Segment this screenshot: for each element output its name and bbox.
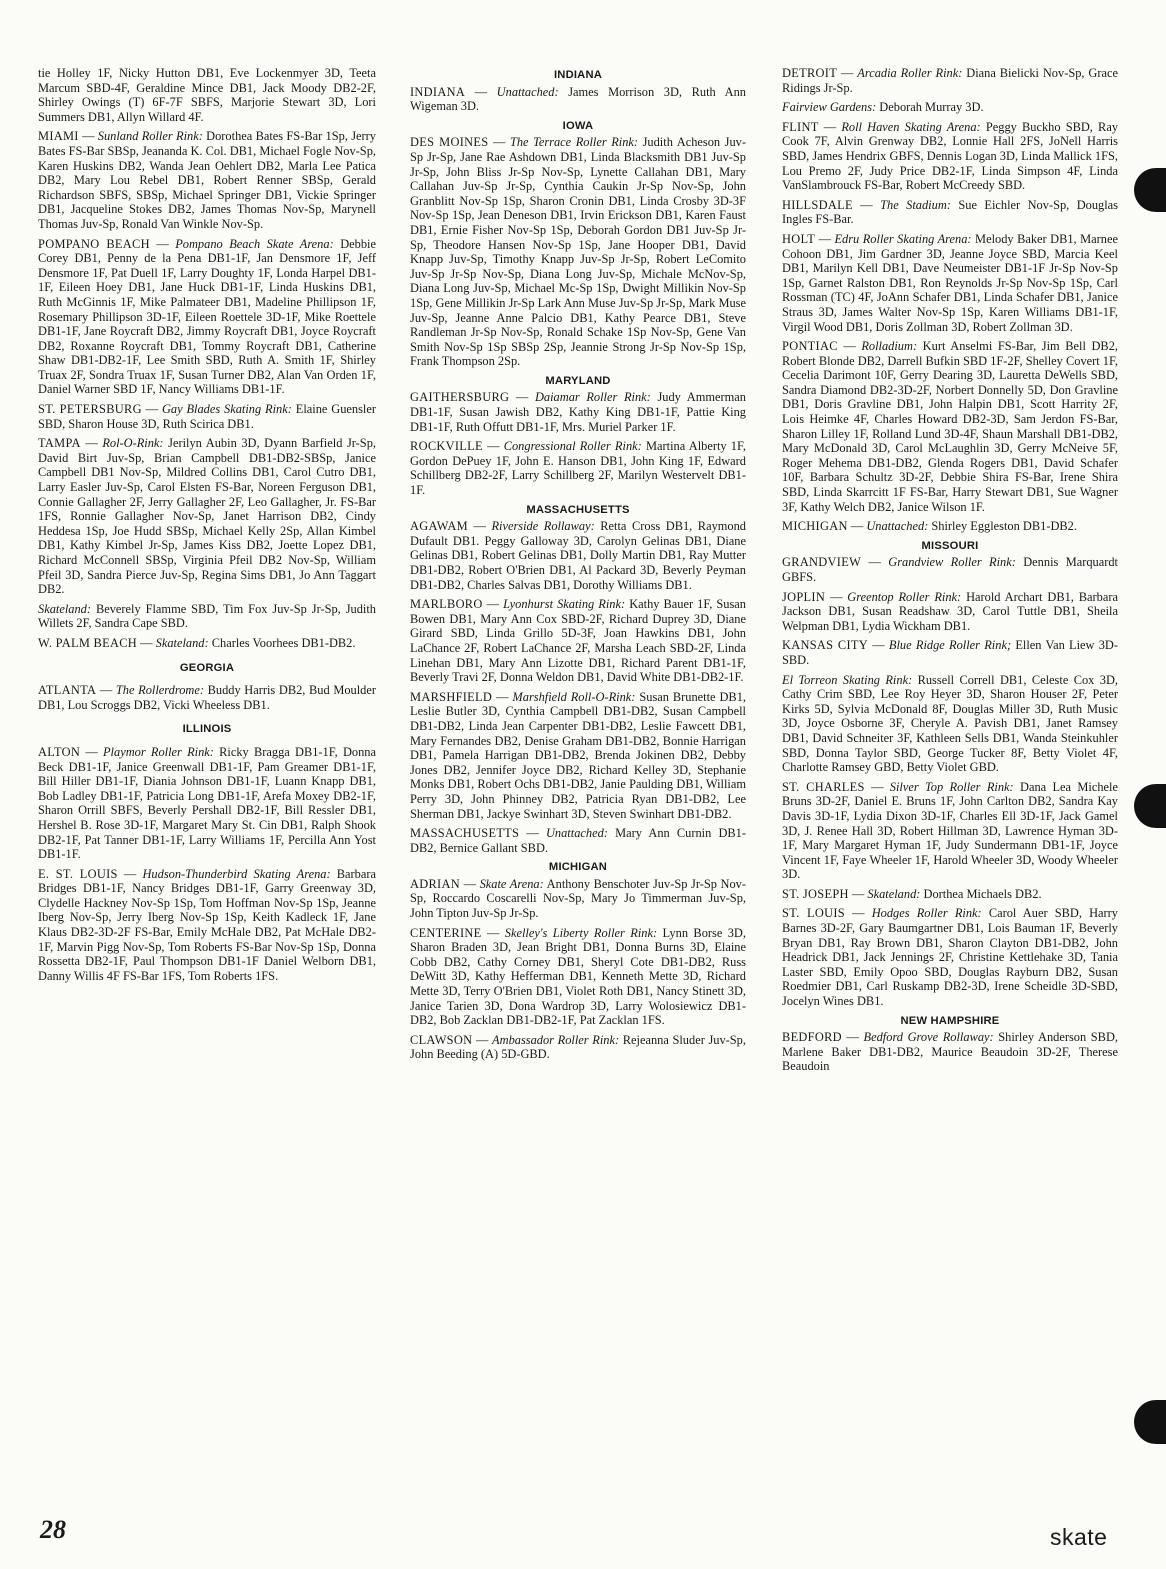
- column-right: [782, 66, 1118, 1486]
- skater-list: Lynn Borse 3D, Sharon Braden 3D, Jean Bright DB1, Donna Burns 3D, Elaine Cobb DB2, Cathy Corney DB1, Sheryl Cote DB1-DB2, Russ DeWitt 3D, Kathy Hefferman DB1, Kenneth Mette 3D, Richard Mette 3D, Terry O'Brien DB1, Violet Roth DB1, Nancy Stinett 3D, Janice Tarien 3D, Dona Wardrop 3D, Larry Wolosiewicz DB1-DB2, Bob Zacklan DB1-DB2-1F, Pat Zacklan 1FS.: [410, 925, 746, 1028]
- skater-list: Buddy Harris DB2, Bud Moulder DB1, Lou Scroggs DB2, Vicki Wheeless DB1.: [38, 683, 376, 712]
- city-name: INDIANA: [410, 84, 466, 99]
- club-entry: [410, 826, 746, 855]
- state-heading: MARYLAND: [545, 374, 611, 387]
- rink-name: Gay Blades Skating Rink:: [161, 402, 292, 417]
- separator: —: [841, 1030, 864, 1045]
- rink-name: Playmor Roller Rink:: [102, 744, 214, 759]
- separator: —: [482, 439, 504, 454]
- club-entry: [410, 1033, 746, 1062]
- separator: —: [481, 925, 505, 940]
- club-entry: [38, 66, 376, 124]
- separator: —: [844, 906, 872, 921]
- rink-name: Blue Ridge Roller Rink;: [888, 638, 1012, 653]
- separator: —: [465, 84, 497, 99]
- separator: —: [847, 519, 867, 534]
- rink-name: El Torreon Skating Rink:: [782, 672, 913, 687]
- city-name: ST. CHARLES: [782, 779, 865, 794]
- rink-name: Unattached:: [866, 519, 929, 534]
- club-entry: [38, 602, 376, 631]
- club-entry: [410, 926, 746, 1028]
- city-name: JOPLIN: [782, 589, 826, 604]
- rink-name: Lyonhurst Skating Rink:: [503, 597, 626, 612]
- club-entry: [782, 590, 1118, 634]
- city-name: AGAWAM: [410, 519, 468, 534]
- club-entry: [782, 555, 1118, 584]
- skater-list: Mary Ann Curnin DB1-DB2, Bernice Gallant SBD.: [410, 826, 746, 855]
- rink-name: Edru Roller Skating Arena:: [834, 231, 972, 246]
- city-name: HILLSDALE: [782, 197, 853, 212]
- rink-name: Rolladium:: [861, 339, 918, 354]
- separator: —: [467, 519, 492, 534]
- city-name: CLAWSON: [410, 1032, 473, 1047]
- city-name: PONTIAC: [782, 339, 838, 354]
- skater-list: Martina Alberty 1F, Gordon DePuey 1F, John E. Hanson DB1, John King 1F, Edward Schillberg DB2-2F, Larry Schillberg 2F, Marilyn Westervelt DB1-1F.: [410, 439, 746, 498]
- skater-list: Barbara Bridges DB1-1F, Nancy Bridges DB1-1F, Garry Greenway 3D, Clydelle Hackney Nov-Sp 1Sp, Tom Hoffman Nov-Sp 1Sp, Jeanne Iberg Nov-Sp, Jerry Iberg Nov-Sp 1Sp, Keith Kadleck 1F, Jane Klaus DB2-3D-2F FS-Bar, Emily McHale DB2, Pat McHale DB2-1F, Marvin Pigg Nov-Sp, Tom Roberts FS-Bar Nov-Sp 1Sp, Donna Rossetta DB2-1F, Paul Thompson DB1-1F Daniel Welborn DB1, Danny Willis 4F FS-Bar 1FS, Tom Roberts 1FS.: [38, 866, 376, 983]
- skater-list: Russell Correll DB1, Celeste Cox 3D, Cathy Crim SBD, Lee Roy Heyer 3D, Sharon Houser 2F, Peter Kirks 5D, Sylvia McDonald 8F, Douglas Miller 3D, Ruth Music 3D, Joyce Osborne 3F, Cheryle A. Pavish DB1, Janet Ramsey DB1, David Schneiter 3F, Kathleen Sells DB1, Wanda Steinkuhler SBD, Donna Taylor SBD, George Tucker 8F, Betty Violet 4F, Charlotte Ramsey GBD, Betty Violet GBD.: [782, 672, 1118, 775]
- club-entry: [38, 745, 376, 862]
- magazine-name: skate: [1050, 1524, 1108, 1550]
- city-name: BEDFORD: [782, 1030, 842, 1045]
- city-name: HOLT: [782, 231, 816, 246]
- rink-name: Skate Arena:: [479, 876, 544, 891]
- city-name: FLINT: [782, 119, 819, 134]
- rink-name: Unattached:: [496, 84, 559, 99]
- skater-list: Harold Archart DB1, Barbara Jackson DB1, Susan Readshaw 3D, Carol Tuttle DB1, Sheila Welpman DB1, Lydia Wickham DB1.: [782, 589, 1118, 633]
- club-entry: [410, 597, 746, 685]
- separator: —: [837, 66, 858, 80]
- city-name: MIAMI: [38, 129, 79, 144]
- column-left: [38, 66, 376, 1496]
- club-entry: [782, 339, 1118, 514]
- skater-list: Susan Brunette DB1, Leslie Butler 3D, Cynthia Campbell DB1-DB2, Susan Campbell DB1-DB2, Linda Jean Carpenter DB1-DB2, Leslie Fawcett DB1, Mary Fernandes DB2, Denise Graham DB1-DB2, Bonnie Harrigan DB1, Pamela Harrigan DB1-DB2, Brenda Jokinen DB2, Debby Jones DB2, Jennifer Joyce DB2, Richard Kelley 3D, Stephanie Monks DB1, Robert Ochs DB1-DB2, Janie Paulding DB1, William Perry 3D, John Phinney DB2, Patricia Ryan DB1-DB2, Lee Sherman DB1, Jackye Swinhart 3D, Steven Swinhart DB1-DB2.: [410, 689, 746, 821]
- club-entry: [782, 780, 1118, 882]
- separator: —: [472, 1032, 493, 1047]
- city-name: ROCKVILLE: [410, 439, 483, 454]
- rink-name: Pompano Beach Skate Arena:: [175, 236, 334, 251]
- rink-name: Greentop Roller Rink:: [847, 589, 962, 604]
- club-entry: [38, 636, 376, 651]
- club-entry: [782, 232, 1118, 334]
- skater-list: Kathy Bauer 1F, Susan Bowen DB1, Mary Ann Cox SBD-2F, Richard Duprey 3D, Diane Girard SBD, Linda Grillo 5D-3F, Joan Hawkins DB1, John LaChance 2F, Robert LaChance 2F, Marsha Leach SBD-2F, Linda Linehan DB1, Mary Ann Lizotte DB1, Richard Parent DB1-1F, Beverly Travi 2F, Donna Weldon DB1, David White DB1-DB2-1F.: [410, 597, 746, 685]
- separator: —: [864, 779, 890, 794]
- separator: —: [80, 436, 103, 451]
- city-name: ST. PETERSBURG: [38, 402, 142, 417]
- skater-list: Dorothea Bates FS-Bar 1Sp, Jerry Bates FS-Bar SBSp, Jeananda K. Col. DB1, Michael Fogle Nov-Sp, Karen Huskins DB2, Wanda Jean Oehlert DB2, Marla Lee Patica DB2, Mary Lou Rebel DB1, Robert Renner SBSp, Gerald Richardson SBFS, SBSp, Michael Springer DB1, Vickie Springer DB1, Jacqueline Stokes DB2, James Thomas Nov-Sp, Marynell Thomas Juv-Sp, Ronald Van Winkle Nov-Sp.: [38, 129, 376, 231]
- rink-name: Marshfield Roll-O-Rink:: [512, 689, 636, 704]
- separator: —: [868, 638, 889, 653]
- separator: —: [78, 129, 98, 144]
- page-number: 28: [40, 1515, 66, 1544]
- skater-list: Peggy Buckho SBD, Ray Cook 7F, Alvin Grenway DB2, Lonnie Hall 2FS, JoNell Harris SBD, James Hendrix GBFS, Dennis Logan 3D, Linda Mallick 1FS, Lou Premo 2F, Judy Price DB2-1F, Linda Simpson 4F, Linda VanSlambrouck FS-Bar, Robert McCreedy SBD.: [782, 119, 1118, 193]
- city-name: ST. LOUIS: [782, 906, 845, 921]
- rink-name: Silver Top Roller Rink:: [889, 779, 1014, 794]
- club-entry: [782, 198, 1118, 227]
- club-entry: [782, 638, 1118, 667]
- rink-name: Riverside Rollaway:: [491, 519, 595, 534]
- separator: —: [149, 236, 176, 251]
- city-name: DETROIT: [782, 66, 838, 80]
- city-name: GRANDVIEW: [782, 555, 862, 570]
- rink-name: Bedford Grove Rollaway:: [863, 1030, 994, 1045]
- column-middle: [410, 66, 746, 1486]
- club-entry: [410, 439, 746, 497]
- separator: —: [488, 135, 510, 150]
- skater-list: James Morrison 3D, Ruth Ann Wigeman 3D.: [410, 84, 746, 114]
- club-entry: [782, 673, 1118, 775]
- separator: —: [482, 597, 504, 612]
- skater-list: Deborah Murray 3D.: [879, 100, 984, 115]
- skater-list: Kurt Anselmi FS-Bar, Jim Bell DB2, Robert Blonde DB2, Darrell Bufkin SBD 1F-2F, Shelley Covert 1F, Cecelia Darimont 10F, Gerry Dearing 3D, Lauretta DeWells SBD, Sandra Diamond DB2-3D-2F, Norbert Donnelly 5D, Don Gravline DB1, Doris Gravline DB1, John Halpin DB1, Scott Harrity 2F, Lois Heimke 4F, Charles Howard DB2-3D, Sam Jerdon FS-Bar, Sharon Lilley 1F, Rolland Lund 3D-4F, Shaun Marshall DB1-DB2, Mary McDonald 3D, Carol McLaughlin 3D, Gerry McNeive 5F, Roger Mehema DB1-DB2, Glenda Rogers DB1, David Schafer 10F, Barbara Schultz 3D-2F, Debbie Shira FS-Bar, Irene Shira SBD, Linda Skarrcitt 1F FS-Bar, Harry Stewart DB1, Sue Wagner 3F, Kathy Welch DB2, Janice Wilson 1F.: [782, 339, 1118, 514]
- separator: —: [815, 231, 835, 246]
- rink-name: Skateland:: [155, 635, 209, 650]
- separator: —: [825, 589, 848, 604]
- club-entry: [410, 690, 746, 821]
- state-heading: NEW HAMPSHIRE: [900, 1014, 1000, 1027]
- separator: —: [837, 339, 862, 354]
- separator: —: [492, 689, 513, 704]
- city-name: ALTON: [38, 744, 81, 759]
- skater-list: Dorthea Michaels DB2.: [923, 886, 1042, 901]
- state-heading: MASSACHUSETTS: [526, 503, 630, 516]
- separator: —: [818, 119, 842, 134]
- rink-name: Skateland:: [867, 886, 921, 901]
- club-entry: [782, 120, 1118, 193]
- club-entry: [410, 85, 746, 114]
- club-entry: [782, 519, 1118, 534]
- skater-list: Charles Voorhees DB1-DB2.: [211, 635, 356, 650]
- rink-name: Hudson-Thunderbird Skating Arena:: [142, 866, 331, 881]
- rink-name: Daiamar Roller Rink:: [534, 390, 651, 405]
- rink-name: Hodges Roller Rink:: [871, 906, 982, 921]
- state-heading: MISSOURI: [921, 539, 979, 552]
- separator: —: [519, 826, 546, 841]
- city-name: W. PALM BEACH: [38, 635, 138, 650]
- club-entry: [782, 906, 1118, 1008]
- club-entry: [38, 683, 376, 712]
- separator: —: [117, 866, 143, 881]
- city-name: POMPANO BEACH: [38, 236, 150, 251]
- club-entry: [782, 1030, 1118, 1074]
- skater-list: Retta Cross DB1, Raymond Dufault DB1. Peggy Galloway 3D, Carolyn Gelinas DB1, Diane Gelinas DB1, Robert Gelinas DB1, Dolly Martin DB1, Ray Mutter DB1-DB2, Robert O'Brien DB1, Al Packard 3D, Beverly Peyman DB1-DB2, Charles Salvas DB1, Dorothy Williams DB1.: [410, 519, 746, 592]
- separator: —: [141, 402, 162, 417]
- club-entry: [782, 100, 1118, 115]
- city-name: ATLANTA: [38, 683, 97, 698]
- state-heading: GEORGIA: [179, 661, 235, 674]
- city-name: CENTERINE: [410, 925, 482, 940]
- rink-name: Arcadia Roller Rink:: [857, 66, 963, 80]
- separator: —: [848, 886, 868, 901]
- club-entry: [38, 436, 376, 597]
- rink-name: Grandview Roller Rink:: [888, 555, 1016, 570]
- skater-list: Jerilyn Aubin 3D, Dyann Barfield Jr-Sp, David Birt Juv-Sp, Brian Campbell DB1-DB2-SBSp, Janice Campbell DB1 Nov-Sp, Mildred Collins DB1, Carol Cutro DB1, Larry Easler Juv-Sp, Carol Elsten FS-Bar, Noreen Ferguson DB1, Connie Gallagher 2F, Jerry Gallagher 2F, Leo Gallagher, Jr. FS-Bar 1FS, Ronnie Gallagher Nov-Sp, Janet Harrison DB2, Cindy Heddesa 1Sp, Joe Hudd SBSp, Michael Kelly 2Sp, Allan Kimbel DB1, Kathy Kimbel Jr-Sp, James Kiss DB2, Joette Lopez DB1, Richard McConnell SBSp, Virginia Pfeil DB2 Nov-Sp, William Pfeil 3D, Sandra Pierce Juv-Sp, Regina Sims DB1, Jo Ann Taggart DB2.: [38, 436, 376, 597]
- skater-list: Ellen Van Liew 3D-SBD.: [782, 638, 1118, 667]
- city-name: MASSACHUSETTS: [410, 826, 520, 841]
- separator: —: [96, 683, 116, 698]
- skater-list: Shirley Eggleston DB1-DB2.: [931, 519, 1077, 534]
- rink-name: Roll Haven Skating Arena:: [841, 119, 981, 134]
- separator: —: [137, 635, 156, 650]
- skater-list: tie Holley 1F, Nicky Hutton DB1, Eve Lockenmyer 3D, Teeta Marcum SBD-4F, Geraldine Mince DB1, Jack Moody DB2-2F, Shirley Owings (T) 6F-7F SBFS, Marjorie Stewart 3D, Lori Summers DB1, Allyn Willard 4F.: [38, 66, 376, 124]
- state-heading: IOWA: [562, 119, 594, 132]
- rink-name: Skateland:: [38, 601, 91, 616]
- rink-name: Sunland Roller Rink:: [97, 129, 203, 144]
- rink-name: The Terrace Roller Rink:: [509, 135, 639, 150]
- skater-list: Rejeanna Sluder Juv-Sp, John Beeding (A) 5D-GBD.: [410, 1032, 746, 1062]
- club-entry: [410, 135, 746, 369]
- club-entry: [38, 129, 376, 231]
- skater-list: Melody Baker DB1, Marnee Cohoon DB1, Jim Gardner 3D, Jeanne Joyce SBD, Marcia Keel DB1, Marilyn Kell DB1, Dave Neumeister DB1-1F Jr-Sp Nov-Sp 1Sp, Garnet Ralston DB1, Ron Reynolds Jr-Sp Nov-Sp 1Sp, Carl Rossman (TC) 4F, JoAnn Schafer DB1, Linda Schafer DB1, Janice Straus 3D, James Walter Nov-Sp 1Sp, Karen Williams DB1-1F, Virgil Wood DB1, Doris Zollman 3D, Robert Zollman 3D.: [782, 231, 1118, 334]
- separator: —: [509, 390, 535, 405]
- rink-name: The Rollerdrome:: [115, 683, 204, 698]
- skater-list: Anthony Benschoter Juv-Sp Jr-Sp Nov-Sp, Roccardo Coscarelli Nov-Sp, Mary Jo Timmerman Juv-Sp, John Tipton Juv-Sp Jr-Sp.: [410, 876, 746, 921]
- club-entry: [38, 867, 376, 984]
- rink-name: Skelley's Liberty Roller Rink:: [504, 925, 658, 940]
- rink-name: Ambassador Roller Rink:: [492, 1032, 620, 1047]
- city-name: GAITHERSBURG: [410, 390, 510, 405]
- city-name: ST. JOSEPH: [782, 886, 849, 901]
- club-entry: [38, 237, 376, 398]
- separator: —: [852, 197, 881, 212]
- state-heading: MICHIGAN: [548, 861, 608, 874]
- skater-list: Ricky Bragga DB1-1F, Donna Beck DB1-1F, Janice Greenwall DB1-1F, Pam Greamer DB1-1F, Bill Hiller DB1-1F, Diania Johnson DB1-1F, Luann Knapp DB1, Bob Ladley DB1-1F, Patricia Long DB1-1F, Arefa Moxey DB2-1F, Sharon Orrill SBFS, Beverly Pershall DB2-1F, Bill Ressler DB1, Hershel B. Rose 3D-1F, Margaret Mary St. Cin DB1, Ralph Shook DB2-1F, Pat Tanner DB1-1F, Larry Williams 1F, Percilla Ann Yost DB1-1F.: [38, 744, 376, 862]
- skater-list: Elaine Guensler SBD, Sharon House 3D, Ruth Scirica DB1.: [38, 402, 376, 431]
- rink-name: Rol-O-Rink:: [102, 436, 164, 451]
- skater-list: Diana Bielicki Nov-Sp, Grace Ridings Jr-Sp.: [782, 66, 1118, 95]
- state-heading: INDIANA: [553, 69, 602, 81]
- city-name: ADRIAN: [410, 876, 460, 891]
- club-entry: [410, 519, 746, 592]
- rink-name: Unattached:: [545, 826, 608, 841]
- skater-list: Dana Lea Michele Bruns 3D-2F, Daniel E. Bruns 1F, John Carlton DB2, Sandra Kay Davis 3D-1F, Lydia Dixon 3D-1F, Charles Ell 3D-1F, Jack Gamel 3D, J. Renee Hall 3D, Robert Hillman 3D, Lawrence Hyman 3D-1F, Mary Margaret Hyman 1F, Judy Sundermann DB1-1F, Joyce Vincent 1F, Faye Wheeler 1F, Harold Wheeler 3D, Woody Wheeler 3D.: [782, 779, 1118, 882]
- skater-list: Debbie Corey DB1, Penny de la Pena DB1-1F, Jan Densmore 1F, Jeff Densmore 1F, Pat Duell 1F, Larry Doughty 1F, Londa Harpel DB1-1F, Eileen Hoey DB1, Jane Huck DB1-1F, Linda Huskins DB1, Ruth McGinnis 1F, Mike Palmateer DB1, Madeline Phillipson 1F, Rosemary Phillipson 3D-1F, Eileen Roettele 3D-1F, Mike Roettele DB1-1F, Jane Roycraft DB2, Jimmy Roycraft DB1, Joyce Roycraft DB2, Roxanne Roycraft DB1, Tommy Roycraft DB1, Catherine Shaw DB1-DB2-1F, Lee Smith SBD, Ruth A. Smith 1F, Shirley Truax 2F, Sondra Truax 1F, Susan Turner DB2, Alan Van Orden 1F, Daniel Warner SBD 1F, Nancy Williams DB1-1F.: [38, 236, 376, 397]
- separator: —: [861, 555, 889, 570]
- thumb-index-tab: [1134, 1400, 1166, 1444]
- skater-list: Beverely Flamme SBD, Tim Fox Juv-Sp Jr-Sp, Judith Willets 2F, Sandra Cape SBD.: [38, 601, 376, 631]
- skater-list: Dennis Marquardt GBFS.: [782, 555, 1118, 584]
- skater-list: Shirley Anderson SBD, Marlene Baker DB1-DB2, Maurice Beaudoin 3D-2F, Therese Beaudoin: [782, 1030, 1118, 1074]
- city-name: E. ST. LOUIS: [38, 866, 118, 881]
- city-name: MARSHFIELD: [410, 689, 493, 704]
- city-name: KANSAS CITY: [782, 638, 869, 653]
- club-entry: [782, 66, 1118, 95]
- club-entry: [782, 887, 1118, 902]
- skater-list: Judith Acheson Juv-Sp Jr-Sp, Jane Rae Ashdown DB1, Linda Blacksmith DB1 Juv-Sp Jr-Sp, John Bliss Jr-Sp Nov-Sp, Lynette Callahan DB1, Mary Callahan Juv-Sp Jr-Sp, Cynthia Caukin Jr-Sp Nov-Sp, John Granblitt Nov-Sp 1Sp, Sharon Cronin DB1, Linda Crosby 3D-3F Nov-Sp 1Sp, Jean Deneson DB1, Irvin Erickson DB1, Karen Faust DB1, Ernie Fisher Nov-Sp 1Sp, Deborah Gordon DB1 Juv-Sp Jr-Sp, Theodore Hansen Nov-Sp 1Sp, Jane Hooper DB1, David Knapp Juv-Sp, Timothy Knapp Juv-Sp Jr-Sp, Robert LeComito Juv-Sp Jr-Sp Nov-Sp, Diana Long Juv-Sp, Michale McNov-Sp, Diana Long Juv-Sp, Michael Mc-Sp 1Sp, Dwight Millikin Nov-Sp 1Sp, Gene Millikin Jr-Sp Lark Ann Muse Juv-Sp Jr-Sp, Mark Muse Juv-Sp, Jeanne Anne Palcio DB1, Kathy Pearce DB1, Steve Randleman Jr-Sp Nov-Sp, Ronald Schake 1Sp Nov-Sp, Gene Van Smith Nov-Sp 1Sp SBSp 2Sp, Jeannie Strong Jr-Sp Nov-Sp 1Sp, Frank Thompson 2Sp.: [410, 135, 746, 369]
- skater-list: Carol Auer SBD, Harry Barnes 3D-2F, Gary Baumgartner DB1, Lois Bauman 1F, Beverly Bryan DB1, Ray Brown DB1, Sharon Clayton DB1-DB2, John Headrick DB1, Jack Jennings 2F, Christine Kettlehake 3D, Tania Laster SBD, Emily Opoo SBD, Douglas Rayburn DB2, Susan Roedmier DB1, Carl Ruskamp DB2-3D, Irene Scheidle 3D-SBD, Jocelyn Wines DB1.: [782, 906, 1118, 1009]
- thumb-index-tab: [1134, 784, 1166, 828]
- state-heading: ILLINOIS: [182, 723, 232, 736]
- separator: —: [80, 744, 103, 759]
- club-entry: [410, 877, 746, 921]
- city-name: MARLBORO: [410, 597, 483, 612]
- skater-list: Judy Ammerman DB1-1F, Susan Jawish DB2, Kathy King DB1-1F, Pattie King DB1-1F, Ruth Offutt DB1-1F, Mrs. Muriel Parker 1F.: [410, 390, 746, 434]
- city-name: DES MOINES: [410, 135, 489, 150]
- club-entry: [410, 390, 746, 434]
- city-name: MICHIGAN: [782, 519, 848, 534]
- city-name: TAMPA: [38, 436, 81, 451]
- club-entry: [38, 402, 376, 431]
- rink-name: The Stadium:: [880, 197, 951, 212]
- separator: —: [459, 876, 480, 891]
- thumb-index-tab: [1134, 168, 1166, 212]
- skater-list: Sue Eichler Nov-Sp, Douglas Ingles FS-Bar.: [782, 197, 1118, 227]
- rink-name: Congressional Roller Rink:: [503, 439, 642, 454]
- rink-name: Fairview Gardens:: [782, 100, 877, 115]
